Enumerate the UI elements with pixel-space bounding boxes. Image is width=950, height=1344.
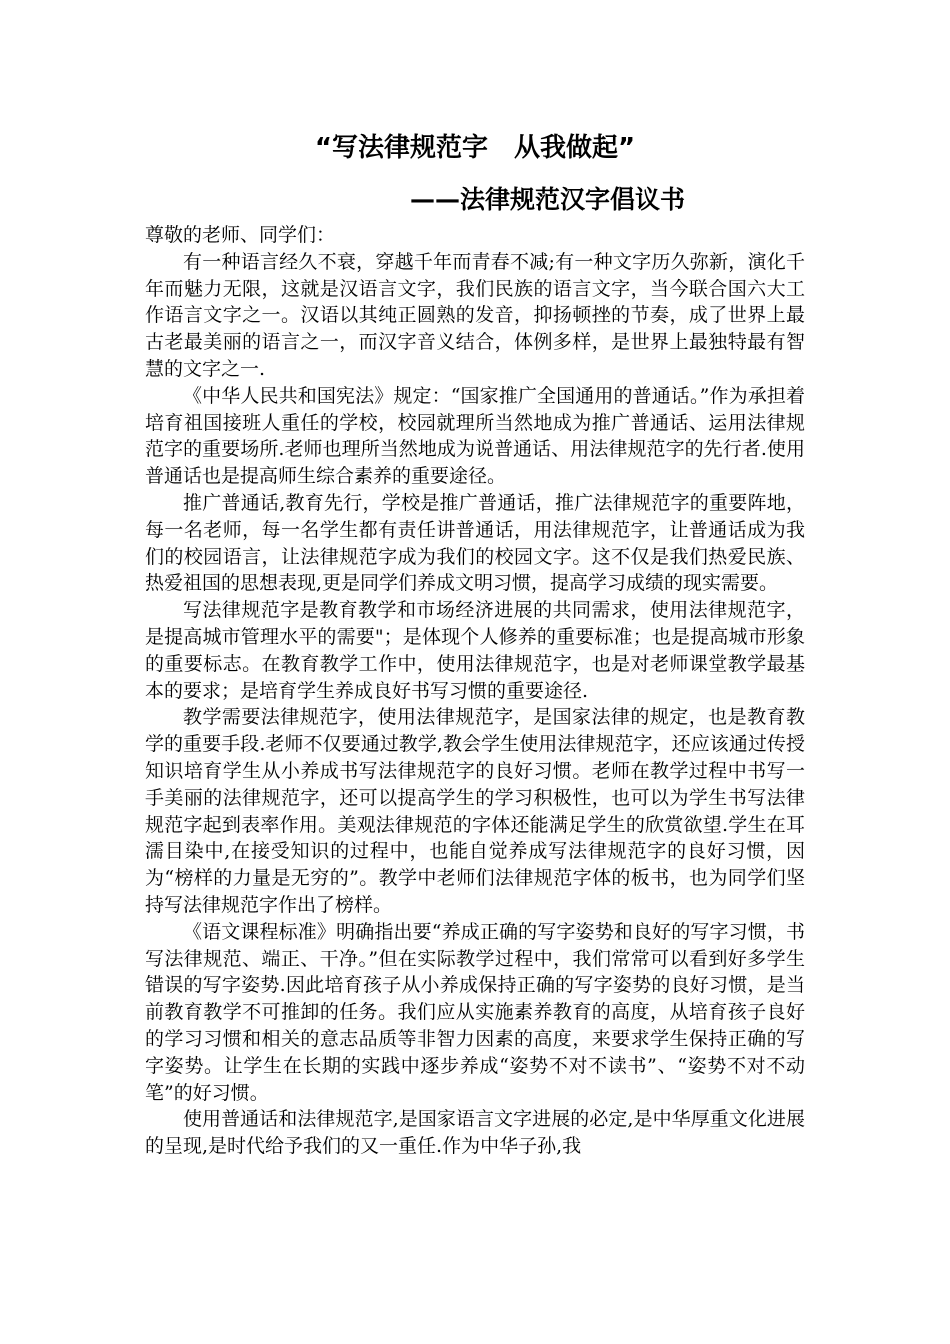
paragraph: 有一种语言经久不衰，穿越千年而青春不减;有一种文字历久弥新，演化千年而魅力无限，这就是汉语言文字，我们民族的语言文字，当今联合国六大工作语言文字之一。汉语以其纯正圆熟的发音，抑扬顿挫的节奏，成了世界上最古老最美丽的语言之一，而汉字音义结合，体例多样，是世界上最独特最有智慧的文字之一. (145, 250, 805, 380)
paragraph: 《语文课程标准》明确指出要“养成正确的写字姿势和良好的写字习惯，书写法律规范、端正、干净。”但在实际教学过程中，我们常常可以看到好多学生错误的写字姿势.因此培育孩子从小养成保持正确的写字姿势的良好习惯，是当前教育教学不可推卸的任务。我们应从实施素养教育的高度，从培育孩子良好的学习习惯和相关的意志品质等非智力因素的高度，来要求学生保持正确的写字姿势。让学生在长期的实践中逐步养成“姿势不对不读书”、“姿势不对不动笔”的好习惯。 (145, 920, 805, 1104)
paragraph: 《中华人民共和国宪法》规定：“国家推广全国通用的普通话。”作为承担着培育祖国接班人重任的学校，校园就理所当然地成为推广普通话、运用法律规范字的重要场所.老师也理所当然地成为说普通话、用法律规范字的先行者.使用普通话也是提高师生综合素养的重要途径。 (145, 384, 805, 488)
salutation: 尊敬的老师、同学们： (145, 224, 336, 246)
document-title: “写法律规范字 从我做起” (314, 133, 636, 163)
paragraph: 使用普通话和法律规范字,是国家语言文字进展的必定,是中华厚重文化进展的呈现,是时代给予我们的又一重任.作为中华子孙,我 (145, 1108, 805, 1158)
paragraph: 教学需要法律规范字，使用法律规范字，是国家法律的规定，也是教育教学的重要手段.老师不仅要通过教学,教会学生使用法律规范字，还应该通过传授知识培育学生从小养成书写法律规范字的良好习惯。老师在教学过程中书写一手美丽的法律规范字，还可以提高学生的学习积极性，也可以为学生书写法律规范字起到表率作用。美观法律规范的字体还能满足学生的欣赏欲望.学生在耳濡目染中,在接受知识的过程中，也能自觉养成写法律规范字的良好习惯，因为“榜样的力量是无穷的”。教学中老师们法律规范字体的板书，也为同学们坚持写法律规范字作出了榜样。 (145, 706, 805, 916)
paragraph: 推广普通话,教育先行，学校是推广普通话，推广法律规范字的重要阵地，每一名老师，每一名学生都有责任讲普通话，用法律规范字，让普通话成为我们的校园语言，让法律规范字成为我们的校园文字。这不仅是我们热爱民族、热爱祖国的思想表现,更是同学们养成文明习惯，提高学习成绩的现实需要。 (145, 491, 805, 595)
paragraph: 写法律规范字是教育教学和市场经济进展的共同需求，使用法律规范字，是提高城市管理水平的需要"；是体现个人修养的重要标准；也是提高城市形象的重要标志。在教育教学工作中，使用法律规范字，也是对老师课堂教学最基本的要求；是培育学生养成良好书写习惯的重要途径. (145, 599, 805, 702)
document-body (145, 222, 805, 1160)
document-subtitle: ——法律规范汉字倡议书 (410, 185, 686, 214)
